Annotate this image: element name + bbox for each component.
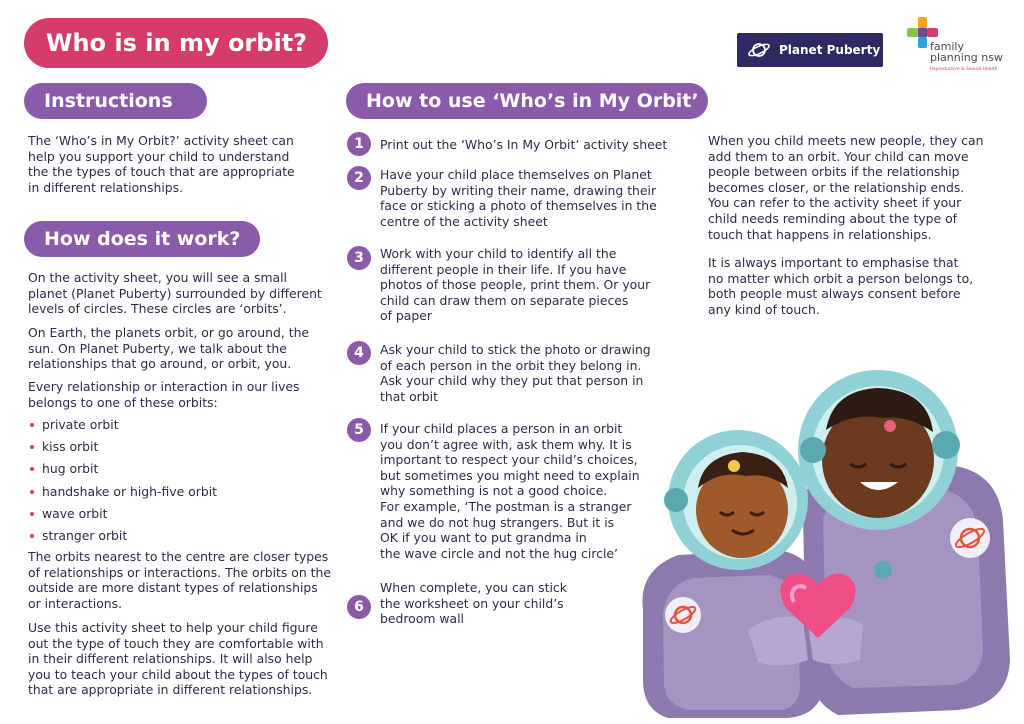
- how-paragraph-1: [28, 270, 338, 317]
- step-line: Work with your child to identify all the: [380, 246, 617, 261]
- step-line: different people in their life. If you have: [380, 261, 627, 277]
- step-text: [380, 246, 670, 324]
- how-line: Every relationship or interaction in our lives: [28, 379, 300, 394]
- step-text: [380, 342, 670, 404]
- instructions-heading: Instructions: [24, 83, 207, 119]
- fpnsw-name: [930, 41, 1003, 63]
- right-line: child needs reminding about the type of: [708, 210, 958, 226]
- how-line: belongs to one of these orbits:: [28, 394, 218, 410]
- step-line: face or sticking a photo of themselves in the: [380, 198, 657, 214]
- orbit-list-item: [30, 528, 127, 544]
- right-line: You can refer to the activity sheet if your: [708, 195, 962, 211]
- how-line: levels of circles. These circles are ‘orbits’.: [28, 301, 287, 317]
- right-line: add them to an orbit. Your child can move: [708, 148, 969, 164]
- astronaut-illustration: [628, 370, 1020, 720]
- step-text: [380, 580, 670, 627]
- right-line: people between orbits if the relationship: [708, 164, 960, 180]
- fpnsw-line2: planning nsw: [930, 51, 1003, 64]
- right-line: It is always important to emphasise that: [708, 255, 959, 270]
- step-line: the wave circle and not the hug circle’: [380, 545, 618, 561]
- step-line: photos of those people, print them. Or your: [380, 277, 651, 293]
- orbit-list-item: [30, 506, 107, 522]
- howto-heading: How to use ‘Who’s in My Orbit’: [346, 83, 708, 119]
- step-line: Puberty by writing their name, drawing their: [380, 182, 657, 198]
- step-line: child can draw them on separate pieces: [380, 292, 629, 308]
- step-line: centre of the activity sheet: [380, 213, 548, 229]
- planet-icon: [747, 40, 771, 60]
- orbit-list-item: [30, 484, 217, 500]
- step-text: [380, 137, 670, 153]
- bullet-icon: [30, 490, 34, 494]
- step-text: [380, 421, 670, 561]
- step-line: the worksheet on your child’s: [380, 595, 564, 611]
- step-line: you don’t agree with, ask them why. It is: [380, 436, 632, 452]
- step-line: Ask your child to stick the photo or drawing: [380, 342, 651, 357]
- orbit-list-item: [30, 461, 98, 477]
- step-line: bedroom wall: [380, 611, 464, 627]
- bullet-icon: [30, 512, 34, 516]
- how-line: relationships that go around, or orbit, you.: [28, 356, 292, 372]
- how-paragraph-5: [28, 620, 343, 698]
- step-line: of each person in the orbit they belong in.: [380, 357, 642, 373]
- right-paragraph-2: [708, 255, 1008, 317]
- orbit-list-item: [30, 417, 119, 433]
- how-paragraph-2: [28, 325, 338, 372]
- how-line: in their different relationships. It will also help: [28, 651, 313, 667]
- step-line: Have your child place themselves on Planet: [380, 167, 652, 182]
- right-line: any kind of touch.: [708, 301, 820, 317]
- step-line: but sometimes you might need to explain: [380, 467, 640, 483]
- how-line: that are appropriate in different relationships.: [28, 682, 313, 698]
- step-line: that orbit: [380, 388, 438, 404]
- step-line: and we do not hug strangers. But it is: [380, 514, 615, 530]
- orbit-label: wave orbit: [42, 506, 108, 521]
- instructions-line: in different relationships.: [28, 179, 184, 195]
- step-number: 5: [347, 418, 371, 442]
- right-line: When you child meets new people, they can: [708, 133, 984, 148]
- orbit-label: kiss orbit: [42, 439, 99, 454]
- bullet-icon: [30, 445, 34, 449]
- how-line: of relationships or interactions. The orbits on the: [28, 564, 331, 580]
- how-line: out the type of touch they are comfortable with: [28, 635, 324, 651]
- bullet-icon: [30, 467, 34, 471]
- step-line: For example, ‘The postman is a stranger: [380, 498, 632, 514]
- step-line: why something is not a good choice.: [380, 483, 608, 499]
- how-heading: How does it work?: [24, 221, 260, 257]
- step-line: Ask your child why they put that person in: [380, 373, 644, 389]
- step-number: 6: [347, 595, 371, 619]
- step-number: 2: [347, 166, 371, 190]
- instructions-text: [28, 133, 328, 195]
- orbit-label: hug orbit: [42, 461, 99, 476]
- bullet-icon: [30, 534, 34, 538]
- family-planning-nsw-logo: [905, 15, 1015, 79]
- fpnsw-line1: family: [930, 40, 964, 53]
- right-line: no matter which orbit a person belongs to,: [708, 270, 974, 286]
- step-line: When complete, you can stick: [380, 580, 567, 595]
- right-line: becomes closer, or the relationship ends.: [708, 179, 965, 195]
- step-line: Print out the ‘Who’s In My Orbit’ activity sheet: [380, 137, 668, 152]
- how-line: you to teach your child about the types of touch: [28, 666, 328, 682]
- how-paragraph-4: [28, 549, 343, 611]
- page-title: Who is in my orbit?: [24, 18, 328, 68]
- how-line: The orbits nearest to the centre are closer types: [28, 549, 329, 564]
- step-number: 1: [347, 132, 371, 156]
- how-paragraph-3: [28, 379, 338, 410]
- step-number: 3: [347, 246, 371, 270]
- step-line: of paper: [380, 308, 432, 324]
- how-line: On the activity sheet, you will see a small: [28, 270, 287, 285]
- how-line: sun. On Planet Puberty, we talk about the: [28, 340, 287, 356]
- orbit-label: handshake or high-five orbit: [42, 484, 217, 499]
- how-line: On Earth, the planets orbit, or go around, the: [28, 325, 310, 340]
- how-line: planet (Planet Puberty) surrounded by different: [28, 285, 322, 301]
- step-line: important to respect your child’s choices,: [380, 452, 638, 468]
- how-line: Use this activity sheet to help your child figure: [28, 620, 318, 635]
- bullet-icon: [30, 423, 34, 427]
- how-line: or interactions.: [28, 595, 123, 611]
- instructions-line: the the types of touch that are appropriate: [28, 164, 295, 180]
- instructions-line: The ‘Who’s in My Orbit?’ activity sheet can: [28, 133, 294, 148]
- orbit-label: stranger orbit: [42, 528, 128, 543]
- fpnsw-tagline: Reproductive & Sexual Health: [930, 67, 998, 72]
- planet-puberty-logo: [737, 33, 883, 67]
- planet-puberty-logo-text: Planet Puberty: [779, 43, 881, 57]
- right-line: both people must always consent before: [708, 286, 961, 302]
- orbit-list-item: [30, 439, 98, 455]
- step-line: If your child places a person in an orbit: [380, 421, 623, 436]
- how-line: outside are more distant types of relationships: [28, 580, 318, 596]
- right-paragraph-1: [708, 133, 1008, 242]
- step-text: [380, 167, 670, 229]
- step-number: 4: [347, 341, 371, 365]
- instructions-line: help you support your child to understand: [28, 148, 290, 164]
- step-line: OK if you want to put grandma in: [380, 530, 587, 546]
- right-line: touch that happens in relationships.: [708, 226, 932, 242]
- orbit-label: private orbit: [42, 417, 119, 432]
